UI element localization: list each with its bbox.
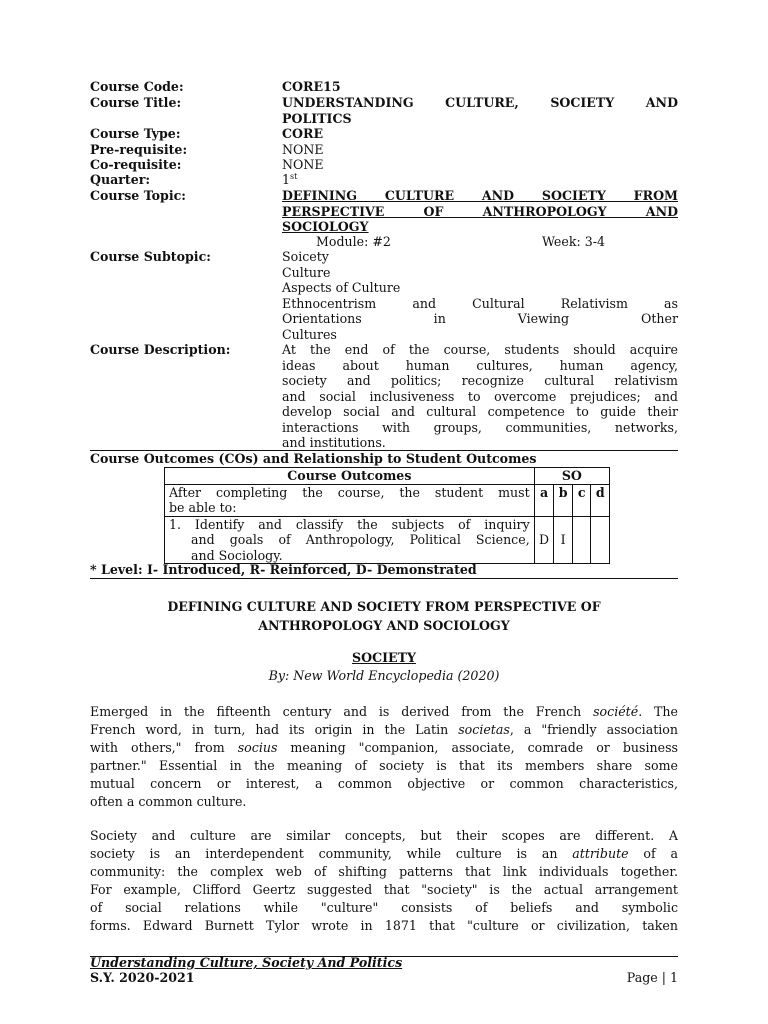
course-code-label: Course Code:: [90, 79, 184, 94]
subtopic-item: Ethnocentrism and Cultural Relativism as: [282, 295, 678, 311]
course-topic-value: DEFINING CULTURE AND SOCIETY FROM PERSPECTIVE OF ANTHROPOLOGY AND SOCIOLOGY: [282, 188, 678, 234]
outcomes-table: [164, 467, 610, 564]
byline: By: New World Encyclopedia (2020): [268, 668, 500, 683]
footer-title: Understanding Culture, Society And Politics: [90, 955, 403, 970]
level-rule: [90, 578, 678, 579]
page-number: Page | 1: [626, 970, 678, 985]
quarter-value: 1st: [282, 171, 298, 187]
so-value-d: [591, 516, 610, 564]
level-note: * Level: I- Introduced, R- Reinforced, D- Demonstrated: [90, 562, 477, 577]
so-value-c: [572, 516, 591, 564]
so-header: SO: [534, 468, 609, 485]
subtopic-item: Aspects of Culture: [282, 280, 401, 295]
outcomes-intro: After completing the course, the student must be able to:: [165, 484, 535, 516]
course-description: At the end of the course, students should acquire ideas about human cultures, human agency, society and politics; recognize cultural relativism and social inclusiveness to overcome prejudices; and develop social and cultural competence to guide their interactions with groups, communities, networks, and institutions.: [282, 342, 678, 450]
course-topic-label: Course Topic:: [90, 188, 186, 203]
course-type-label: Course Type:: [90, 126, 181, 141]
so-value-a: D: [534, 516, 554, 564]
paragraph-1: Emerged in the fifteenth century and is derived from the French société. The French word, in turn, had its origin in the Latin societas, a "friendly association with others," from socius meaning "companion, associate, comrade or business partner." Essential in the meaning of society is that its members share some mutual concern or interest, a common objective or common characteristics, often a common culture.: [90, 704, 678, 809]
so-value-b: I: [554, 516, 573, 564]
subtopic-list: Soicety Culture Aspects of Culture Ethnocentrism and Cultural Relativism as Orientations in Viewing Other Cultures: [282, 249, 678, 342]
so-col-c: c: [572, 484, 591, 516]
description-label: Course Description:: [90, 342, 231, 357]
so-col-b: b: [554, 484, 573, 516]
subtopic-item: Soicety: [282, 249, 329, 264]
quarter-label: Quarter:: [90, 172, 151, 187]
subtopic-item: Culture: [282, 264, 331, 280]
course-type-value: CORE: [282, 126, 324, 141]
outcomes-col-header: Course Outcomes: [165, 468, 535, 485]
prereq-value: NONE: [282, 142, 324, 157]
coreq-label: Co-requisite:: [90, 157, 182, 172]
course-title-label: Course Title:: [90, 95, 182, 110]
course-code-value: CORE15: [282, 79, 341, 94]
coreq-value: NONE: [282, 157, 324, 172]
footer-school-year: S.Y. 2020-2021: [90, 970, 195, 985]
prereq-label: Pre-requisite:: [90, 142, 188, 157]
so-col-a: a: [534, 484, 554, 516]
outcomes-heading: Course Outcomes (COs) and Relationship to Student Outcomes: [90, 451, 537, 466]
subtopic-label: Course Subtopic:: [90, 249, 211, 264]
course-title-value: UNDERSTANDING CULTURE, SOCIETY AND POLITICS: [282, 95, 678, 126]
outcome-item: 1. Identify and classify the subjects of inquiry and goals of Anthropology, Political Science, and Sociology.: [165, 516, 535, 564]
section-heading: DEFINING CULTURE AND SOCIETY FROM PERSPECTIVE OF ANTHROPOLOGY AND SOCIOLOGY: [167, 599, 601, 633]
section-subheading: SOCIETY: [352, 650, 416, 665]
module-number: Module: #2: [316, 234, 391, 249]
paragraph-2: Society and culture are similar concepts, but their scopes are different. A society is an interdependent community, while culture is an attribute of a community: the complex web of shifting patterns that link individuals together. For example, Clifford Geertz suggested that "society" is the actual arrangement of social relations while "culture" consists of beliefs and symbolic forms. Edward Burnett Tylor wrote in 1871 that "culture or civilization, taken: [90, 828, 678, 933]
week-range: Week: 3-4: [542, 234, 605, 249]
so-col-d: d: [591, 484, 610, 516]
